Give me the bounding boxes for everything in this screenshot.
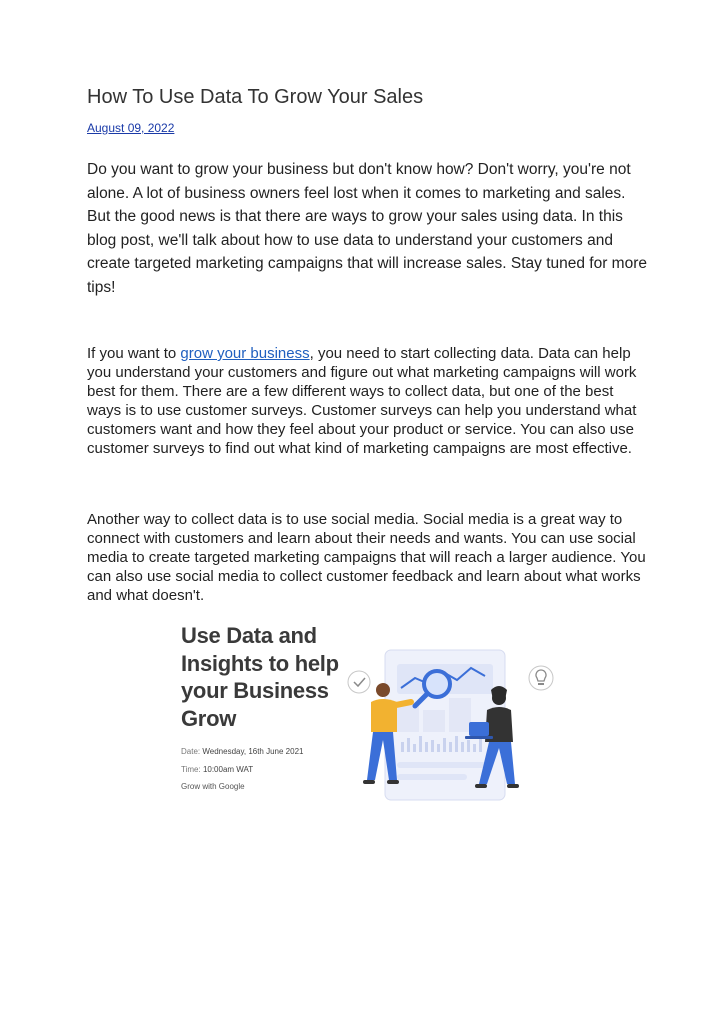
article-title: How To Use Data To Grow Your Sales <box>87 86 424 108</box>
promo-date-value: Wednesday, 16th June 2021 <box>202 747 304 756</box>
grow-your-business-link[interactable]: grow your business <box>180 345 310 362</box>
promo-time-label: Time: <box>181 765 201 774</box>
paragraph-text: If you want to <box>87 345 181 362</box>
promo-time <box>181 765 253 774</box>
data-insights-illustration <box>345 632 563 807</box>
promo-heading-line: Use Data and <box>181 623 317 648</box>
paragraph-social-media: Another way to collect data is to use social media. Social media is a great way to connect with customers and learn about their needs and wants. You can use social media to create targeted marketing campaigns that will reach a larger audience. You can also use social media to collect customer feedback and learn about what works and what doesn't. <box>87 511 646 604</box>
paragraph-surveys <box>87 344 647 458</box>
intro-paragraph: Do you want to grow your business but don't know how? Don't worry, you're not alone. A lot of business owners feel lost when it comes to marketing and sales. But the good news is that there are ways to grow your sales using data. In this blog post, we'll talk about how to use data to understand your customers and create targeted marketing campaigns that will increase sales. Stay tuned for more tips! <box>87 161 647 296</box>
promo-brand: Grow with Google <box>181 782 245 791</box>
promo-date <box>181 747 303 756</box>
article-date-link[interactable]: August 09, 2022 <box>87 121 175 135</box>
promo-heading-line: your Business <box>181 678 329 703</box>
promo-image <box>165 612 565 807</box>
checklist-icon <box>348 671 370 693</box>
promo-heading-line: Insights to help <box>181 650 339 676</box>
promo-heading-line: Grow <box>181 705 237 731</box>
promo-date-label: Date: <box>181 747 201 756</box>
promo-time-value: 10:00am WAT <box>202 765 254 774</box>
promo-heading <box>181 622 339 732</box>
laptop-icon <box>465 722 493 739</box>
paragraph-text: , you need to start collecting data. Data can help you understand your customers and figure out what marketing campaigns will work best for them. There are a few different ways to collect data, but one of the best ways is to use customer surveys. Customer surveys can help you understand what customers want and how they feel about your product or service. You can also use customer surveys to find out what kind of marketing campaigns are most effective. <box>87 345 637 457</box>
lightbulb-icon <box>529 666 553 690</box>
